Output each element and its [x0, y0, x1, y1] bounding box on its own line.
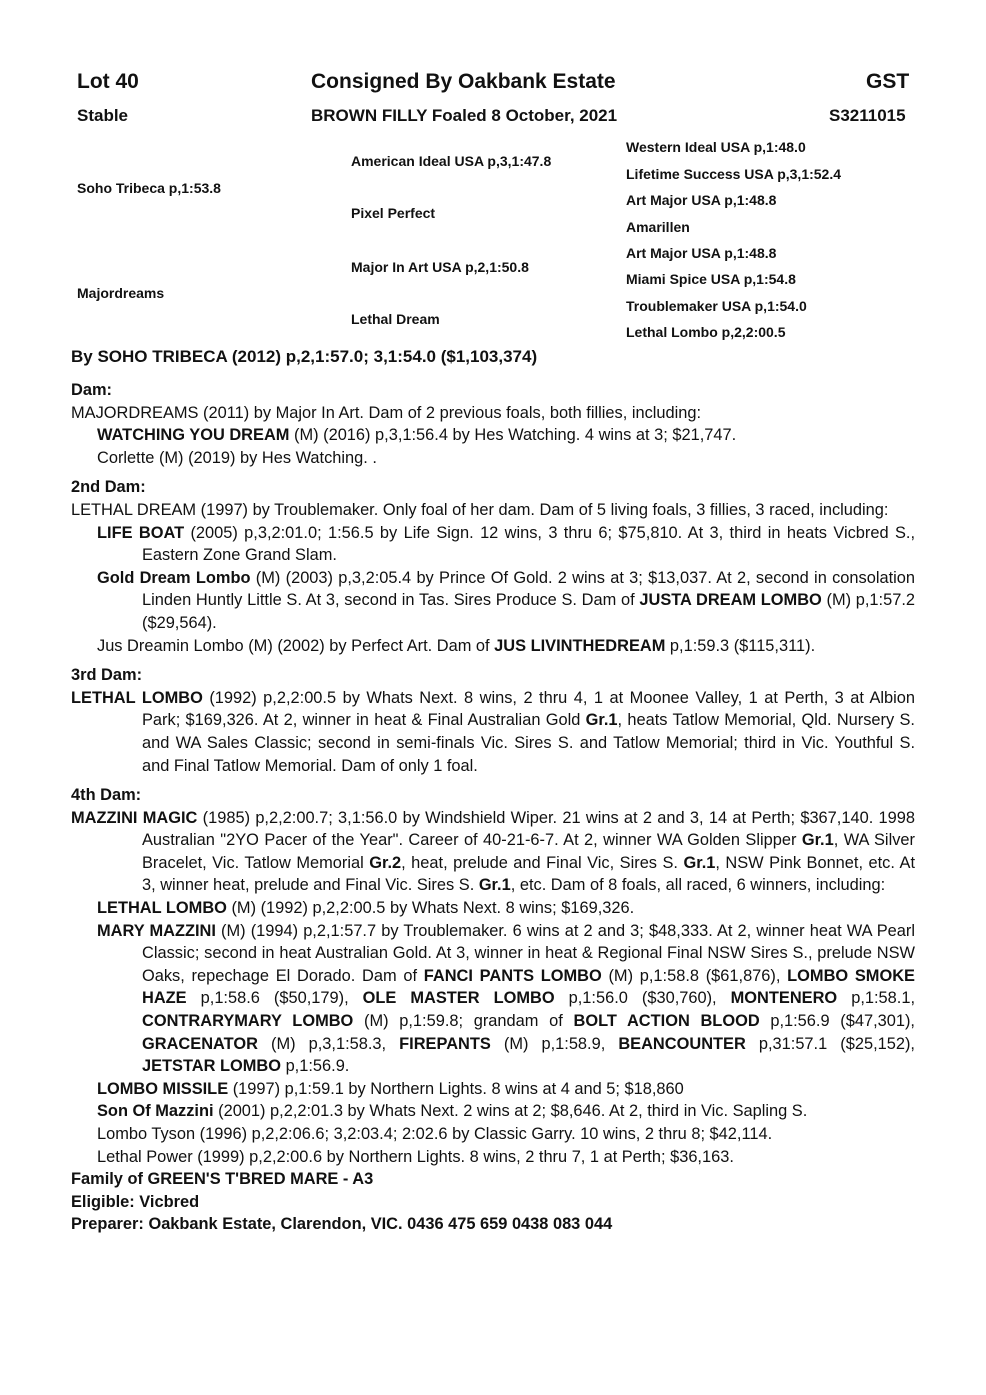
- dam-foal-1: [71, 424, 915, 447]
- catalogue-body: [71, 379, 915, 1236]
- dam4-foal-3: [71, 1078, 915, 1101]
- entry-progeny-details: (M) p,1:57.2 ($29,564).: [142, 591, 915, 632]
- gst-label: GST: [866, 70, 910, 93]
- entry-details: (1997) p,1:59.1 by Northern Lights. 8 wins at 4 and 5; $18,860: [228, 1079, 684, 1098]
- progeny-name: FIREPANTS: [399, 1034, 491, 1053]
- preparer-line: Preparer: Oakbank Estate, Clarendon, VIC. 0436 475 659 0438 083 044: [71, 1215, 613, 1234]
- pedigree-gen3-1: Western Ideal USA p,1:48.0: [626, 139, 806, 155]
- entry-name: MARY MAZZINI: [97, 921, 216, 940]
- entry-details: p,1:56.9 ($47,301),: [759, 1012, 915, 1031]
- horse-description: BROWN FILLY Foaled 8 October, 2021: [311, 106, 618, 125]
- dam4-foal-6: Lethal Power (1999) p,2,2:00.6 by Northern Lights. 8 wins, 2 thru 7, 1 at Perth; $36,163.: [97, 1147, 734, 1166]
- entry-details: , heat, prelude and Final Vic, Sires S.: [401, 853, 684, 872]
- progeny-name: JETSTAR LOMBO: [142, 1057, 282, 1076]
- entry-details: (1985) p,2,2:00.7; 3,1:56.0 by Windshield Wiper. 21 wins at 2 and 3, 14 at Perth; $367,140. 1998 Australian "2YO Pacer of the Year". Career of 40-21-6-7. At 2, winner WA Golden Slipper: [142, 808, 915, 850]
- pedigree-sire-dam: Pixel Perfect: [351, 205, 436, 221]
- pedigree-gen3-8: Lethal Lombo p,2,2:00.5: [626, 324, 786, 340]
- pedigree-sire-sire: American Ideal USA p,3,1:47.8: [351, 153, 552, 169]
- entry-name: LETHAL LOMBO: [97, 899, 227, 918]
- entry-details: p,1:56.0 ($30,760),: [554, 989, 731, 1008]
- foal-name: WATCHING YOU DREAM: [97, 426, 290, 445]
- pedigree-gen3-5: Art Major USA p,1:48.8: [626, 245, 777, 261]
- grade-badge: Gr.1: [478, 876, 511, 895]
- entry-details: (M) (2003) p,3,2:05.4 by Prince Of Gold. 2 wins at 3; $13,037. At 2, second in consolation Linden Huntly Little S. At 3, second in Tas. Sires Produce S. Dam of: [142, 568, 916, 610]
- dam-heading: Dam:: [71, 381, 112, 399]
- entry-details: p,1:58.1,: [837, 989, 916, 1008]
- pedigree-sire: Soho Tribeca p,1:53.8: [77, 180, 221, 196]
- progeny-name: BOLT ACTION BLOOD: [573, 1012, 760, 1031]
- dam3-heading: 3rd Dam:: [71, 666, 143, 685]
- dam4-foal-1: [71, 897, 915, 920]
- entry-details: (M) p,1:59.8; grandam of: [353, 1012, 574, 1031]
- entry-details: , NSW Pink Bonnet, etc. At 3, winner heat, prelude and Final Vic. Sires S.: [142, 853, 915, 895]
- dam4-foal-5: Lombo Tyson (1996) p,2,2:06.6; 3,2:03.4; 2:02.6 by Classic Garry. 10 wins, 2 thru 8; $42,114.: [97, 1125, 773, 1143]
- entry-details: , WA Silver Bracelet, Vic. Tatlow Memorial: [142, 831, 915, 872]
- pedigree-gen3-2: Lifetime Success USA p,3,1:52.4: [626, 166, 842, 182]
- dam4-entry: [71, 807, 915, 897]
- progeny-name: OLE MASTER LOMBO: [362, 989, 555, 1008]
- dam-foal-2: Corlette (M) (2019) by Hes Watching. .: [97, 448, 377, 467]
- entry-details: (M) p,1:58.9,: [490, 1034, 619, 1053]
- progeny-name: FANCI PANTS LOMBO: [423, 966, 602, 985]
- dam2-intro: LETHAL DREAM (1997) by Troublemaker. Only foal of her dam. Dam of 5 living foals, 3 fillies, 3 raced, including:: [71, 500, 889, 519]
- progeny-name: MONTENERO: [730, 989, 838, 1008]
- dam2-entry-2: [71, 567, 915, 635]
- dam2-entry-1: [71, 522, 915, 567]
- sire-summary: By SOHO TRIBECA (2012) p,2,1:57.0; 3,1:54.0 ($1,103,374): [71, 347, 538, 366]
- entry-name: Gold Dream Lombo: [97, 568, 251, 587]
- entry-name: Son Of Mazzini: [97, 1102, 214, 1121]
- entry-details: p,31:57.1 ($25,152),: [745, 1034, 915, 1053]
- entry-details: (M) p,3,1:58.3,: [257, 1034, 400, 1053]
- dam-intro: MAJORDREAMS (2011) by Major In Art. Dam of 2 previous foals, both fillies, including:: [71, 403, 702, 422]
- entry-name: LETHAL LOMBO: [71, 688, 203, 707]
- dam4-foal-2: [71, 920, 915, 1078]
- entry-progeny: JUS LIVINTHEDREAM: [494, 636, 666, 655]
- grade-badge: Gr.2: [369, 853, 402, 872]
- entry-details: p,1:58.6 ($50,179),: [186, 989, 363, 1008]
- progeny-name: BEANCOUNTER: [618, 1034, 746, 1053]
- entry-details: (2001) p,2,2:01.3 by Whats Next. 2 wins at 2; $8,646. At 2, third in Vic. Sapling S.: [213, 1102, 808, 1121]
- dam4-heading: 4th Dam:: [71, 786, 142, 805]
- entry-details: , etc. Dam of 8 foals, all raced, 6 winners, including:: [510, 876, 886, 895]
- eligibility-line: Eligible: Vicbred: [71, 1192, 200, 1211]
- pedigree-dam-sire: Major In Art USA p,2,1:50.8: [351, 259, 529, 275]
- pedigree-gen3-3: Art Major USA p,1:48.8: [626, 192, 777, 208]
- pedigree-gen3-4: Amarillen: [626, 219, 690, 235]
- pedigree-dam: Majordreams: [77, 285, 165, 301]
- dam3-entry: [71, 687, 915, 777]
- entry-name: LIFE BOAT: [97, 523, 185, 542]
- dam4-foal-4: [71, 1100, 915, 1123]
- progeny-name: LOMBO SMOKE HAZE: [142, 966, 915, 1008]
- pedigree-gen3-6: Miami Spice USA p,1:54.8: [626, 271, 796, 287]
- grade-badge: Gr.1: [585, 711, 618, 730]
- entry-name: MAZZINI MAGIC: [71, 808, 198, 827]
- entry-progeny: JUSTA DREAM LOMBO: [639, 591, 822, 610]
- lot-number: Lot 40: [77, 70, 139, 93]
- dam2-entry-3: [71, 635, 915, 658]
- lot-code: S3211015: [829, 106, 906, 125]
- entry-details: (2005) p,3,2:01.0; 1:56.5 by Life Sign. 12 wins, 3 thru 6; $75,810. At 3, third in heats Vicbred S., Eastern Zone Grand Slam.: [142, 523, 915, 565]
- entry-name: LOMBO MISSILE: [97, 1079, 229, 1098]
- foal-details: (M) (2016) p,3,1:56.4 by Hes Watching. 4 wins at 3; $21,747.: [289, 426, 737, 445]
- grade-badge: Gr.1: [683, 853, 716, 872]
- entry-details: (M) (1994) p,2,1:57.7 by Troublemaker. 6 wins at 2 and 3; $48,333. At 2, winner heat WA Pearl Classic; second in heat Australian Gold. At 3, winner in heat & Regional Final NSW Sires S., prelude NSW Oaks, repechage El Dorado. Dam of: [142, 921, 915, 985]
- pedigree-gen3-7: Troublemaker USA p,1:54.0: [626, 298, 807, 314]
- progeny-name: CONTRARYMARY LOMBO: [142, 1012, 354, 1031]
- entry-details: Jus Dreamin Lombo (M) (2002) by Perfect Art. Dam of: [97, 636, 495, 655]
- entry-details: (1992) p,2,2:00.5 by Whats Next. 8 wins, 2 thru 4, 1 at Moonee Valley, 1 at Perth, 3 at Albion Park; $169,326. At 2, winner in heat & Final Australian Gold: [142, 688, 916, 730]
- pedigree-dam-dam: Lethal Dream: [351, 311, 440, 327]
- progeny-name: GRACENATOR: [142, 1034, 258, 1053]
- entry-progeny-details: p,1:59.3 ($115,311).: [665, 636, 816, 655]
- stable-label: Stable: [77, 106, 129, 125]
- grade-badge: Gr.1: [801, 831, 834, 850]
- entry-details: (M) (1992) p,2,2:00.5 by Whats Next. 8 wins; $169,326.: [226, 899, 635, 918]
- consignor: Consigned By Oakbank Estate: [311, 70, 616, 93]
- entry-details: , heats Tatlow Memorial, Qld. Nursery S. and WA Sales Classic; second in semi-finals Vic. Sires S. and Tatlow Memorial; third in Vic. Youthful S. and Final Tatlow Memorial. Dam of only 1 foal.: [142, 711, 915, 775]
- entry-details: p,1:56.9.: [281, 1057, 350, 1076]
- dam2-heading: 2nd Dam:: [71, 478, 146, 497]
- entry-details: (M) p,1:58.8 ($61,876),: [601, 966, 788, 985]
- family-line: Family of GREEN'S T'BRED MARE - A3: [71, 1170, 374, 1189]
